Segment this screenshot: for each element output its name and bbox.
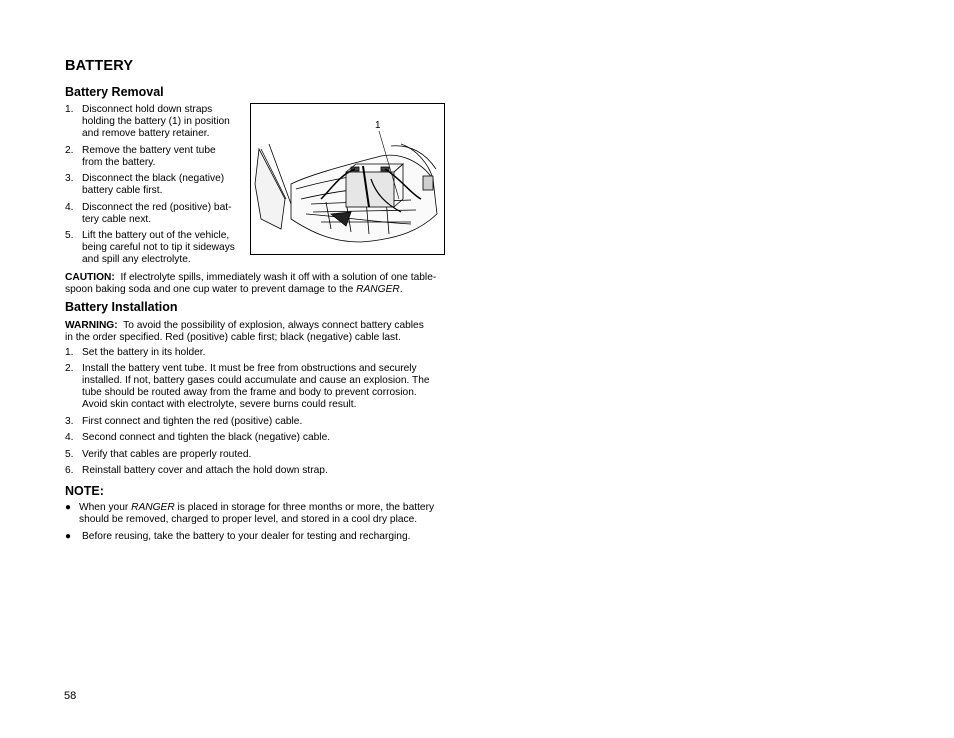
warning-line1: To avoid the possibility of explosion, always connect battery cables xyxy=(123,320,424,331)
step-number: 3. xyxy=(65,416,74,427)
step-number: 2. xyxy=(65,363,74,374)
battery-illustration xyxy=(251,104,444,254)
step-number: 2. xyxy=(65,145,74,156)
step-line: installed. If not, battery gases could accumulate and cause an explosion. The xyxy=(82,375,430,386)
step-line: Disconnect the black (negative) xyxy=(82,173,225,184)
step-line: Avoid skin contact with electrolyte, severe burns could result. xyxy=(82,399,357,410)
step-number: 4. xyxy=(65,202,74,213)
warning-paragraph xyxy=(65,320,448,344)
note-text: should be removed, charged to proper level, and stored in a cool dry place. xyxy=(79,514,418,525)
step-line: and remove battery retainer. xyxy=(82,128,210,139)
step-number: 3. xyxy=(65,173,74,184)
removal-heading: Battery Removal xyxy=(65,85,164,99)
caution-period: . xyxy=(399,284,403,295)
battery-figure xyxy=(250,103,445,255)
note-heading: NOTE: xyxy=(65,484,104,498)
step-line: Reinstall battery cover and attach the hold down strap. xyxy=(82,465,328,476)
step-line: battery cable first. xyxy=(82,185,163,196)
caution-line1: If electrolyte spills, immediately wash it off with a solution of one table- xyxy=(120,272,437,283)
step-line: Disconnect hold down straps xyxy=(82,104,213,115)
warning-line2: in the order specified. Red (positive) cable first; black (negative) cable last. xyxy=(65,332,401,343)
step-line: Verify that cables are properly routed. xyxy=(82,449,252,460)
step-line: Second connect and tighten the black (negative) cable. xyxy=(82,432,331,443)
step-line: holding the battery (1) in position xyxy=(82,116,230,127)
note-text: is placed in storage for three months or more, the battery xyxy=(177,502,435,513)
step-line: tery cable next. xyxy=(82,214,152,225)
page-title: BATTERY xyxy=(65,58,134,74)
step-line: and spill any electrolyte. xyxy=(82,254,191,265)
step-line: First connect and tighten the red (positive) cable. xyxy=(82,416,303,427)
warning-label: WARNING: xyxy=(65,320,118,331)
step-number: 5. xyxy=(65,230,74,241)
bullet-icon: ● xyxy=(65,502,72,513)
step-line: Install the battery vent tube. It must be free from obstructions and securely xyxy=(82,363,417,374)
step-line: Set the battery in its holder. xyxy=(82,347,206,358)
step-number: 1. xyxy=(65,347,74,358)
step-line: tube should be routed away from the frame and body to prevent corrosion. xyxy=(82,387,417,398)
step-number: 6. xyxy=(65,465,74,476)
caution-ranger: RANGER xyxy=(356,284,400,295)
page-number: 58 xyxy=(64,690,77,702)
step-line: Remove the battery vent tube xyxy=(82,145,216,156)
step-line: being careful not to tip it sideways xyxy=(82,242,235,253)
bullet-icon: ● xyxy=(65,531,72,542)
figure-callout-1: 1 xyxy=(375,120,381,131)
step-number: 4. xyxy=(65,432,74,443)
note-ranger: RANGER xyxy=(131,502,175,513)
installation-heading: Battery Installation xyxy=(65,300,178,314)
caution-line2: spoon baking soda and one cup water to prevent damage to the xyxy=(65,284,354,295)
step-line: Disconnect the red (positive) bat- xyxy=(82,202,232,213)
caution-paragraph xyxy=(65,272,448,296)
step-number: 5. xyxy=(65,449,74,460)
step-line: from the battery. xyxy=(82,157,156,168)
note-text: Before reusing, take the battery to your dealer for testing and recharging. xyxy=(82,531,411,542)
note-text: When your xyxy=(79,502,129,513)
step-line: Lift the battery out of the vehicle, xyxy=(82,230,230,241)
step-number: 1. xyxy=(65,104,74,115)
caution-label: CAUTION: xyxy=(65,272,115,283)
